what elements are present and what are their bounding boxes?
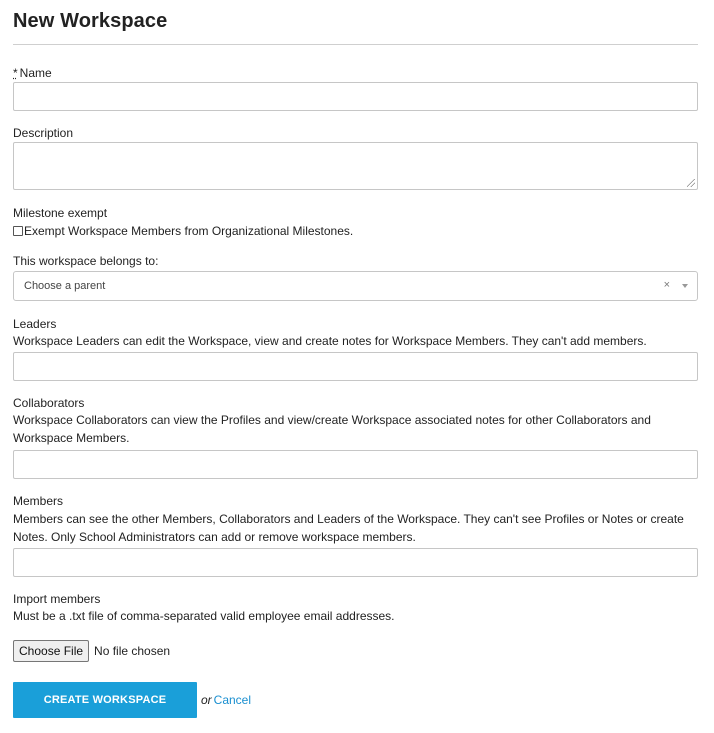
file-picker [13,640,170,662]
leaders-input[interactable] [13,352,698,381]
collaborators-input[interactable] [13,450,698,479]
form-actions [13,682,251,718]
members-help-text: Members can see the other Members, Collaborators and Leaders of the Workspace. They can't see Profiles or Notes or create Notes. Only School Administrators can add or remove workspace members. [13,512,684,544]
milestone-exempt-row[interactable] [13,224,353,238]
cancel-link[interactable]: Cancel [213,693,252,707]
collaborators-label: Collaborators [13,396,85,410]
description-label: Description [13,126,74,140]
description-textarea[interactable] [13,142,698,190]
name-input[interactable] [13,82,698,111]
leaders-help-text: Workspace Leaders can edit the Workspace, view and create notes for Workspace Members. They can't add members. [13,334,647,348]
parent-select[interactable] [13,271,698,301]
name-label-text: Name [19,66,52,80]
members-input[interactable] [13,548,698,577]
required-marker: * [13,66,18,80]
milestone-exempt-checkbox[interactable] [13,226,23,236]
collaborators-help-text: Workspace Collaborators can view the Profiles and view/create Workspace associated notes for other Collaborators and Workspace Members. [13,413,651,445]
page-title: New Workspace [13,10,168,32]
choose-file-button[interactable]: Choose File [13,640,89,662]
milestone-exempt-checkbox-label[interactable]: Exempt Workspace Members from Organizational Milestones. [24,224,354,238]
parent-select-placeholder: Choose a parent [24,280,106,292]
file-status-text: No file chosen [94,644,171,658]
chevron-down-icon[interactable] [682,284,688,288]
import-members-help-text: Must be a .txt file of comma-separated valid employee email addresses. [13,609,395,623]
create-workspace-button[interactable]: CREATE WORKSPACE [13,682,197,718]
title-divider [13,44,698,45]
import-members-label: Import members [13,592,101,606]
parent-label: This workspace belongs to: [13,254,159,268]
or-text: or [201,693,212,707]
clear-icon[interactable]: × [663,279,670,291]
leaders-label: Leaders [13,317,57,331]
resize-handle-icon[interactable] [687,179,695,187]
name-label [13,66,52,80]
milestone-exempt-label: Milestone exempt [13,206,108,220]
members-label: Members [13,494,64,508]
